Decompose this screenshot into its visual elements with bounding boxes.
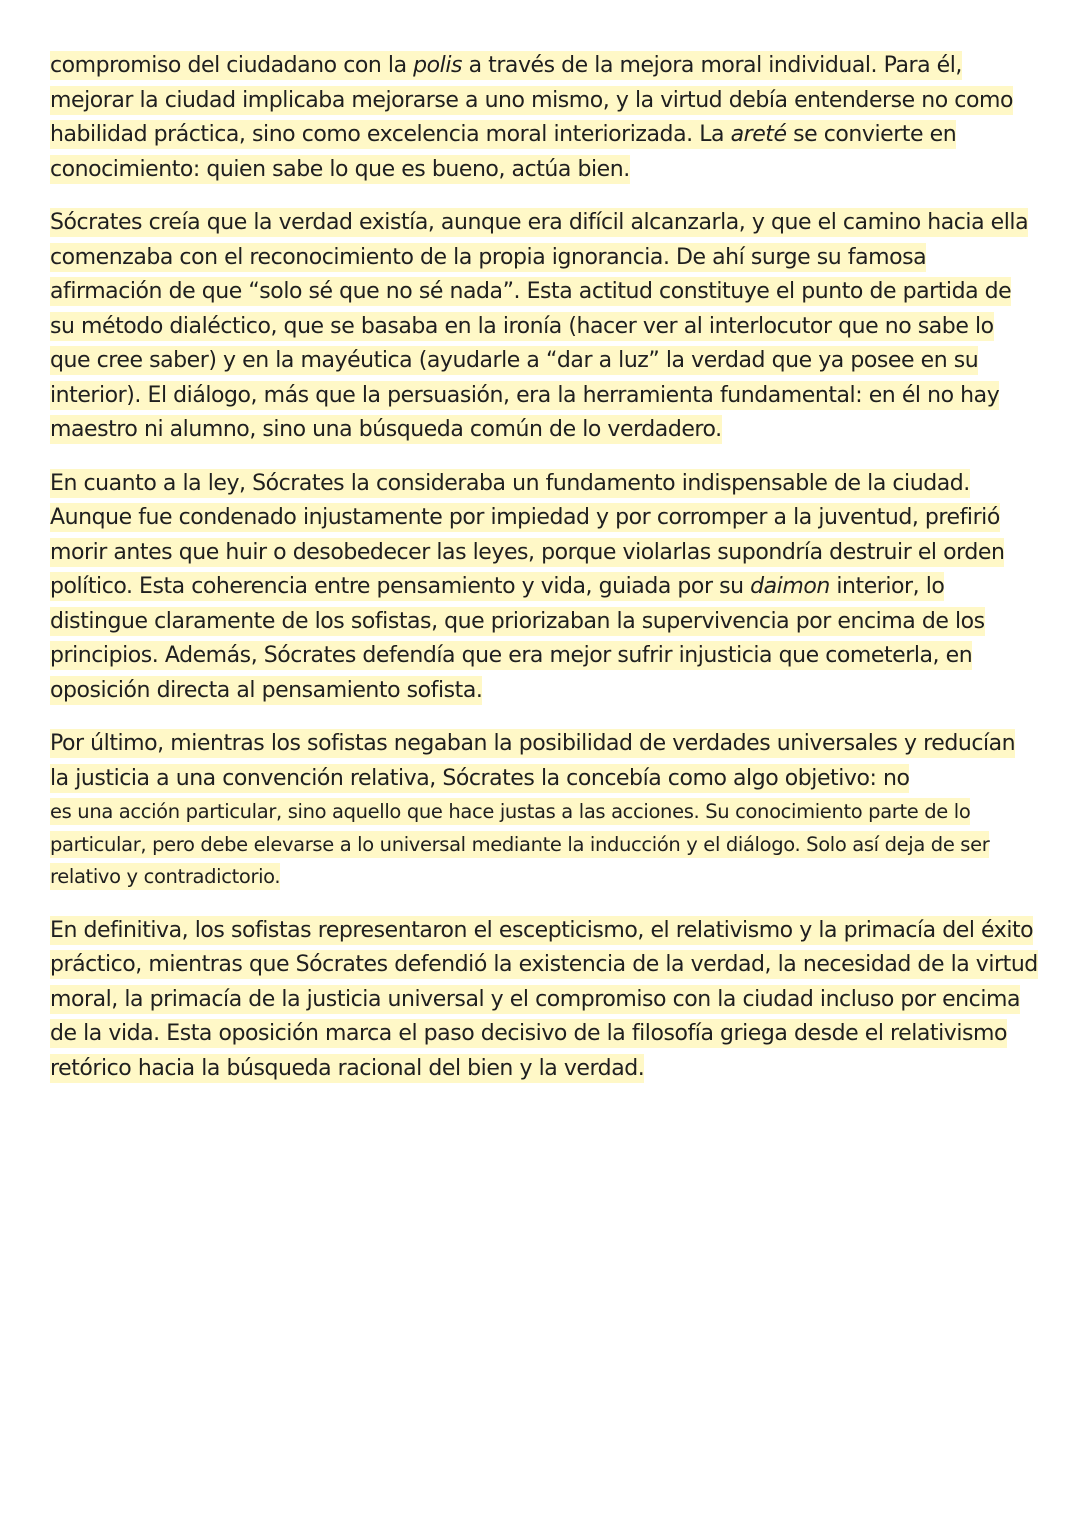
text-run: En cuanto a la ley, Sócrates la consideraba un fundamento indispensable de la ciudad. Aunque fue condenado injustamente por impiedad y por corromper a la juventud, prefirió morir antes que huir o desobedecer las leyes, porque violarlas supondría destruir el orden político. Esta coherencia entre pensamiento y vida, guiada por su <box>50 470 1005 599</box>
text-run: a través de la mejora moral individual. Para él, mejorar la ciudad implicaba mejorarse a uno mismo, y la virtud debía entenderse no como habilidad práctica, sino como excelencia moral interiorizada. La <box>50 53 1013 147</box>
paragraph-justice-universal-continued <box>50 796 1040 894</box>
text-run-small: es una acción particular, sino aquello que hace justas a las acciones. Su conocimiento parte de lo particular, pero debe elevarse a lo universal mediante la inducción y el diálogo. Solo así deja de ser relativo y contradictorio. <box>50 800 990 888</box>
text-run: se convierte en conocimiento: quien sabe lo que es bueno, actúa bien. <box>50 122 957 182</box>
paragraph-socratic-method <box>50 206 1040 448</box>
paragraph-conclusion <box>50 914 1040 1087</box>
text-run: En definitiva, los sofistas representaron el escepticismo, el relativismo y la primacía del éxito práctico, mientras que Sócrates defendió la existencia de la verdad, la necesidad de la virtud moral, la primacía de la justicia universal y el compromiso con la ciudad incluso por encima de la vida. Esta oposición marca el paso decisivo de la filosofía griega desde el relativismo retórico hacia la búsqueda racional del bien y la verdad. <box>50 917 1038 1081</box>
paragraph-justice-universal <box>50 727 1040 796</box>
highlighted-text <box>50 469 1004 705</box>
italic-term-polis: polis <box>413 53 463 78</box>
italic-term-arete: areté <box>730 122 787 147</box>
italic-term-daimon: daimon <box>750 574 830 599</box>
text-run: compromiso del ciudadano con la <box>50 53 414 78</box>
text-run: Sócrates creía que la verdad existía, aunque era difícil alcanzarla, y que el camino hacia ella comenzaba con el reconocimiento de la propia ignorancia. De ahí surge su famosa afirmación de que “solo sé que no sé nada”. Esta actitud constituye el punto de partida de su método dialéctico, que se basaba en la ironía (hacer ver al interlocutor que no sabe lo que cree saber) y en la mayéutica (ayudarle a “dar a luz” la verdad que ya posee en su interior). El diálogo, más que la persuasión, era la herramienta fundamental: en él no hay maestro ni alumno, sino una búsqueda común de lo verdadero. <box>50 210 1029 442</box>
highlighted-text <box>50 729 1015 793</box>
text-run: Por último, mientras los sofistas negaban la posibilidad de verdades universales y reducían la justicia a una convención relativa, Sócrates la concebía como algo objetivo: no <box>50 731 1016 791</box>
highlighted-text <box>50 208 1028 444</box>
document-body <box>50 49 1040 1105</box>
paragraph-law <box>50 467 1040 709</box>
paragraph-polis-virtue <box>50 49 1040 187</box>
highlighted-text <box>50 916 1038 1083</box>
text-run: interior, lo distingue claramente de los sofistas, que priorizaban la supervivencia por encima de los principios. Además, Sócrates defendía que era mejor sufrir injusticia que cometerla, en oposición directa al pensamiento sofista. <box>50 574 985 703</box>
highlighted-text <box>50 798 989 890</box>
highlighted-text <box>50 51 1013 184</box>
